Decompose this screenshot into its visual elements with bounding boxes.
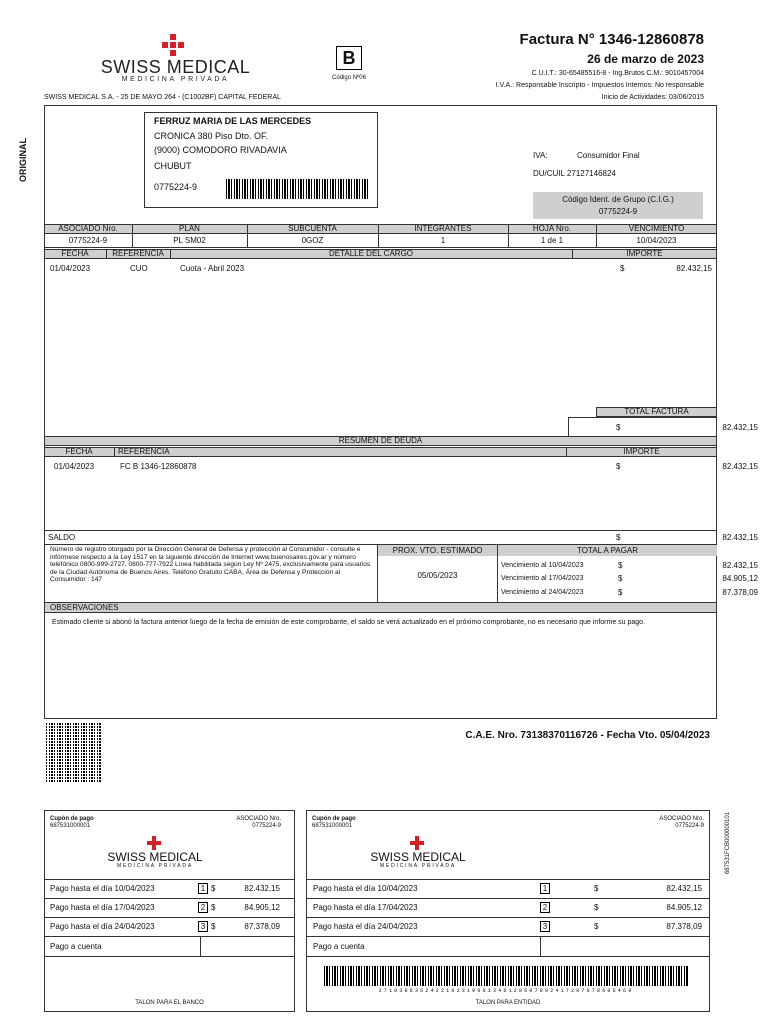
company-logo [88,34,263,84]
qr-code [46,722,102,782]
info-value-hoja: 1 de 1 [540,236,564,245]
debt-title: RESUMEN DE DEUDA [338,436,423,445]
invoice-title: Factura N° 1346-12860878 [519,31,704,48]
saldo-value: 82.432,15 [722,533,758,542]
total-factura-currency: $ [616,423,621,432]
invoice-date: 26 de marzo de 2023 [587,52,704,66]
coupon-bank-talon: TALON PARA EL BANCO [135,1000,204,1006]
info-value-asociado: 0775224-9 [68,236,108,245]
detail-row-desc: Cuota - Abril 2023 [180,264,245,273]
coupon-entity-row-currency: $ [594,922,599,931]
observaciones-text: Estimado cliente si abonó la factura anterior luego de la fecha de emisión de este comprobante, el saldo se verá actualizado en el próximo comprobante, no es necesario que informe su pago. [52,619,646,626]
client-address-3: CHUBUT [154,161,192,171]
coupon-bank-logo [90,836,220,870]
client-barcode [226,179,368,199]
coupon-logo-name: SWISS MEDICAL [370,850,466,864]
total-pagar-row-amount: 87.378,09 [722,588,758,597]
coupon-bank-row-currency: $ [211,903,216,912]
total-pagar-row-label: Vencimiento al 24/04/2023 [501,589,584,596]
coupon-logo-name: SWISS MEDICAL [107,850,203,864]
prox-label: PROX. VTO. ESTIMADO [392,546,483,555]
coupon-bank-asociado-value: 0775224-9 [252,823,281,829]
debt-header-fecha: FECHA [65,447,93,456]
coupon-entity-pago-cuenta: Pago a cuenta [313,942,365,951]
info-value-vencimiento: 10/04/2023 [636,236,677,245]
coupon-bank-asociado-label: ASOCIADO Nro. [236,816,281,822]
coupon-entity-cupon-number: 687531000001 [312,823,353,829]
iva-value: Consumidor Final [577,151,640,160]
coupon-bank-row-amount: 87.378,09 [244,922,280,931]
coupon-bank-cupon-number: 687531000001 [50,823,91,829]
prox-value: 05/05/2023 [417,571,458,580]
coupon-bank-row-num: 3 [198,921,208,932]
coupon-bank-row-label: Pago hasta el día 10/04/2023 [50,884,155,893]
detail-header-referencia: REFERENCIA [112,249,164,258]
legal-text: Número de registro otorgado por la Dirección General de Defensa y protección al Consumidor - consulte e infórmese respecto a la Ley 1517 en la siguiente dirección de Internet www.buenosaires.gov.ar y número telefónico 0800-999-2727. 0800-777-7922 Línea habilitada según Ley Nº 2475, exclusivamente para usuarios de la Ciudad Autónoma de Buenos Aires. Teléfono Gratuito CABA, Área de Defensa y Protección al Consumidor : 147 [50,546,371,584]
coupon-logo-sub: MEDICINA PRIVADA [117,863,193,869]
debt-header-importe: IMPORTE [623,447,660,456]
observaciones-header [44,602,717,613]
total-pagar-row-currency: $ [618,574,623,583]
coupon-entity-talon: TALON PARA ENTIDAD [475,1000,541,1006]
detail-row-ref: CUO [130,264,148,273]
coupon-bank-row-amount: 82.432,15 [244,884,280,893]
total-pagar-label: TOTAL A PAGAR [576,546,639,555]
total-pagar-row-label: Vencimiento al 17/04/2023 [501,575,584,582]
debt-row-fecha: 01/04/2023 [54,462,95,471]
info-header-subcuenta: SUBCUENTA [288,224,337,233]
coupon-bank-row-num: 2 [198,902,208,913]
coupon-entity-barcode-number: 2710388362422102310001346128607802417207078606469 [378,988,634,994]
info-header-integrantes: INTEGRANTES [414,224,472,233]
info-header-asociado: ASOCIADO Nro. [58,224,118,233]
detail-header-fecha: FECHA [61,249,89,258]
total-factura-value: 82.432,15 [722,423,758,432]
client-address-1: CRONICA 380 Piso Dto. OF. [154,131,269,141]
coupon-entity-row-currency: $ [594,884,599,893]
coupon-bank-row-label: Pago hasta el día 17/04/2023 [50,903,155,912]
doc-type-letter: B [342,48,356,68]
debt-row-amount: 82.432,15 [722,462,758,471]
client-id: 0775224-9 [154,182,198,192]
invoice-inicio: Inicio de Actividades: 03/06/2015 [601,94,704,101]
coupon-entity-logo [353,836,483,870]
info-value-subcuenta: 0GOZ [301,236,324,245]
doc-type-box [336,46,362,70]
logo-subtitle: MEDICINA PRIVADA [121,76,230,83]
total-pagar-row-amount: 84.905,12 [722,574,758,583]
client-address-2: (9000) COMODORO RIVADAVIA [154,145,287,155]
coupon-entity-row-num: 2 [540,902,550,913]
observaciones-label: OBSERVACIONES [50,603,119,612]
coupon-logo-sub: MEDICINA PRIVADA [380,863,456,869]
detail-header-detalle: DETALLE DEL CARGO [328,249,414,258]
info-header-plan: PLAN [179,224,200,233]
company-address: SWISS MEDICAL S.A. - 25 DE MAYO 264 - (C1002BF) CAPITAL FEDERAL [44,94,281,101]
coupon-entity-row-amount: 84.905,12 [666,903,702,912]
coupon-bank-pago-cuenta: Pago a cuenta [50,942,102,951]
info-header-hoja: HOJA Nro. [532,224,572,233]
debt-row-currency: $ [616,462,621,471]
total-pagar-row-amount: 82.432,15 [722,561,758,570]
coupon-entity-row-amount: 82.432,15 [666,884,702,893]
invoice-iva: I.V.A.: Responsable Inscripto - Impuestos Internos: No responsable [495,82,704,89]
coupon-bank-row-currency: $ [211,884,216,893]
doc-type-code: Código Nº06 [332,75,366,81]
original-label: ORIGINAL [18,138,28,182]
detail-row-fecha: 01/04/2023 [50,264,91,273]
info-value-integrantes: 1 [440,236,446,245]
saldo-currency: $ [616,533,621,542]
coupon-entity-row-num: 3 [540,921,550,932]
coupon-entity-row-currency: $ [594,903,599,912]
info-value-plan: PL SM02 [173,236,206,245]
debt-header-referencia: REFERENCIA [118,447,170,456]
detail-row-currency: $ [620,264,625,273]
coupon-bank-row-amount: 84.905,12 [244,903,280,912]
cig-value: 0775224-9 [598,207,638,216]
coupon-bank-row-label: Pago hasta el día 24/04/2023 [50,922,155,931]
cae-text: C.A.E. Nro. 73138370116726 - Fecha Vto. 05/04/2023 [465,730,710,741]
side-code: 687531FCB000000101 [725,811,731,875]
coupon-entity-asociado-label: ASOCIADO Nro. [659,816,704,822]
info-header-vencimiento: VENCIMIENTO [628,224,685,233]
coupon-entity-row-label: Pago hasta el día 24/04/2023 [313,922,418,931]
coupon-bank-cupon-label: Cupón de pago [50,816,94,822]
coupon-entity-asociado-value: 0775224-9 [675,823,704,829]
coupon-entity-row-num: 1 [540,883,550,894]
total-factura-label: TOTAL FACTURA [624,407,689,416]
swiss-cross-icon [162,34,184,56]
swiss-cross-icon [147,836,161,850]
ducuil: DU/CUIL 27127146824 [533,169,616,178]
coupon-bank-row-currency: $ [211,922,216,931]
coupon-bank-row-num: 1 [198,883,208,894]
coupon-entity-row-label: Pago hasta el día 10/04/2023 [313,884,418,893]
coupon-entity-row-label: Pago hasta el día 17/04/2023 [313,903,418,912]
saldo-label: SALDO [48,533,76,542]
total-pagar-row-currency: $ [618,561,623,570]
coupon-entity-row-amount: 87.378,09 [666,922,702,931]
detail-row-amount: 82.432,15 [676,264,712,273]
coupon-entity-cupon-label: Cupón de pago [312,816,356,822]
coupon-entity-barcode [324,966,688,986]
cig-label: Código Ident. de Grupo (C.I.G.) [562,195,674,204]
client-name: FERRUZ MARIA DE LAS MERCEDES [154,116,312,126]
logo-name: SWISS MEDICAL [100,57,251,77]
total-pagar-row-label: Vencimiento al 10/04/2023 [501,562,584,569]
detail-header-importe: IMPORTE [626,249,663,258]
total-pagar-row-currency: $ [618,588,623,597]
debt-row-ref: FC B 1346-12860878 [120,462,197,471]
invoice-cuit: C.U.I.T.: 30-65485516-8 - Ing.Brutos C.M.: 9010457004 [531,70,704,77]
swiss-cross-icon [410,836,424,850]
iva-label: IVA: [533,151,548,160]
